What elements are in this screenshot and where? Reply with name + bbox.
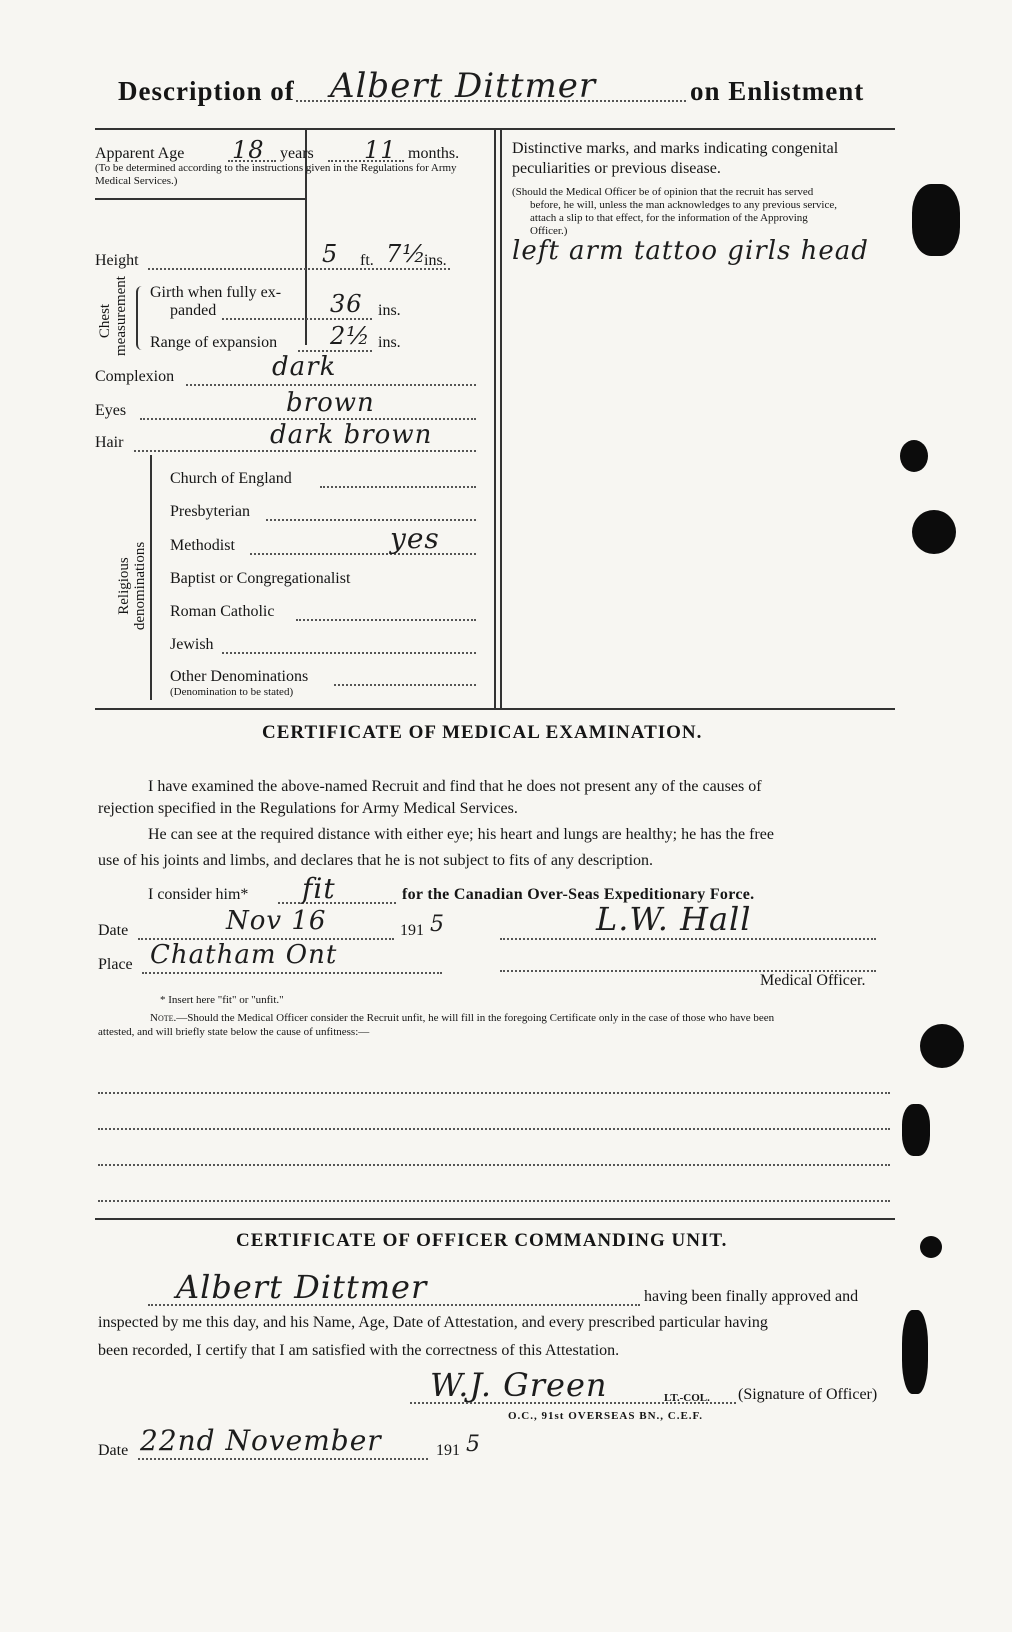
medical-para1-line1: I have examined the above-named Recruit and find that he does not present any of the causes of xyxy=(148,778,762,795)
height-feet-unit: ft. xyxy=(360,252,374,269)
commanding-title: CERTIFICATE OF OFFICER COMMANDING UNIT. xyxy=(236,1230,728,1251)
medical-note-text: —Should the Medical Officer consider the Recruit unfit, he will fill in the foregoing Certificate only in the case of those who have been xyxy=(176,1012,775,1024)
commanding-rank: LT.-COL. xyxy=(664,1392,710,1404)
eyes-value: brown xyxy=(286,388,375,418)
height-feet: 5 xyxy=(322,240,339,268)
complexion-value: dark xyxy=(272,352,337,382)
hair-dots xyxy=(134,450,476,452)
ink-blot xyxy=(902,1310,928,1394)
religion-bracket xyxy=(150,455,152,700)
religion-other-dots xyxy=(334,684,476,686)
title-prefix: Description of xyxy=(118,76,295,106)
height-inches: 7½ xyxy=(386,240,427,268)
marks-note-1: (Should the Medical Officer be of opinion that the recruit has served xyxy=(512,186,814,198)
chest-girth-value: 36 xyxy=(330,290,363,318)
age-years-unit: years xyxy=(280,145,314,162)
age-note: (To be determined according to the instructions given in the Regulations for Army Medical Services.) xyxy=(95,162,457,187)
upper-section-rule xyxy=(95,198,305,200)
medical-consider-prefix: I consider him* xyxy=(148,886,249,903)
ink-blot xyxy=(920,1024,964,1068)
medical-para2-line1: He can see at the required distance with either eye; his heart and lungs are healthy; he has the free xyxy=(148,826,774,843)
age-months-unit: months. xyxy=(408,145,460,162)
religion-other: Other Denominations xyxy=(170,668,309,685)
unfitness-line-2 xyxy=(98,1128,890,1130)
commanding-signature-dots xyxy=(410,1402,736,1404)
chest-range-value: 2½ xyxy=(330,322,371,350)
age-months-value: 11 xyxy=(364,136,397,164)
commanding-name: Albert Dittmer xyxy=(176,1268,428,1306)
unfitness-line-4 xyxy=(98,1200,890,1202)
medical-place-dots xyxy=(142,972,442,974)
commanding-date-label: Date xyxy=(98,1442,129,1459)
title-name: Albert Dittmer xyxy=(330,66,597,106)
unfitness-line-1 xyxy=(98,1092,890,1094)
commanding-year-value: 5 xyxy=(466,1432,481,1457)
medical-year-prefix: 191 xyxy=(400,922,424,939)
marks-value: left arm tattoo girls head xyxy=(512,236,869,266)
ink-blot xyxy=(912,510,956,554)
religion-presbyterian: Presbyterian xyxy=(170,503,250,520)
medical-signature-dots xyxy=(500,938,876,940)
commanding-year-prefix: 191 xyxy=(436,1442,460,1459)
age-years-value: 18 xyxy=(232,136,265,164)
marks-heading-2: peculiarities or previous disease. xyxy=(512,160,721,177)
medical-place-value: Chatham Ont xyxy=(150,940,338,970)
commanding-date-value: 22nd November xyxy=(140,1424,382,1457)
chest-group-label: Chest measurement xyxy=(97,276,129,356)
medical-date-label: Date xyxy=(98,922,129,939)
religion-methodist-dots xyxy=(250,553,476,555)
title-suffix: on Enlistment xyxy=(690,76,865,106)
age-label: Apparent Age xyxy=(95,145,185,162)
marks-note-4: Officer.) xyxy=(530,225,568,237)
eyes-label: Eyes xyxy=(95,402,127,419)
medical-place-label: Place xyxy=(98,956,133,973)
chest-girth-unit: ins. xyxy=(378,302,401,319)
marks-note-3: attach a slip to that effect, for the information of the Approving xyxy=(530,212,808,224)
religion-roman-catholic-dots xyxy=(296,619,476,621)
religion-other-note: (Denomination to be stated) xyxy=(170,686,294,698)
medical-date-value: Nov 16 xyxy=(226,906,327,936)
complexion-label: Complexion xyxy=(95,368,175,385)
ink-blot xyxy=(902,1104,930,1156)
height-dots xyxy=(148,268,450,270)
medical-note-line2: attested, and will briefly state below the cause of unfitness:— xyxy=(98,1026,370,1038)
medical-consider-suffix: for the Canadian Over-Seas Expeditionary Force. xyxy=(402,886,755,903)
medical-title: CERTIFICATE OF MEDICAL EXAMINATION. xyxy=(262,722,703,743)
medical-signature: L.W. Hall xyxy=(596,900,752,938)
chest-girth-dots xyxy=(222,318,372,320)
unfitness-line-3 xyxy=(98,1164,890,1166)
title-dotted-line xyxy=(296,100,686,102)
center-divider-2 xyxy=(500,128,502,708)
medical-para1-line2: rejection specified in the Regulations for Army Medical Services. xyxy=(98,800,518,817)
chest-girth-label-1: Girth when fully ex- xyxy=(150,284,282,301)
commanding-signature-label: (Signature of Officer) xyxy=(738,1386,878,1403)
commanding-unit: O.C., 91st OVERSEAS BN., C.E.F. xyxy=(508,1410,704,1422)
chest-range-unit: ins. xyxy=(378,334,401,351)
religion-presbyterian-dots xyxy=(266,519,476,521)
commanding-line3: been recorded, I certify that I am satisfied with the correctness of this Attestation. xyxy=(98,1342,620,1359)
medical-para2-line2: use of his joints and limbs, and declares that he is not subject to fits of any description. xyxy=(98,852,654,869)
religion-church-of-england-dots xyxy=(320,486,476,488)
commanding-line2: inspected by me this day, and his Name, Age, Date of Attestation, and every prescribed particular having xyxy=(98,1314,768,1331)
religion-roman-catholic: Roman Catholic xyxy=(170,603,275,620)
chest-range-label: Range of expansion xyxy=(150,334,278,351)
religion-baptist: Baptist or Congregationalist xyxy=(170,570,351,587)
medical-note-line1 xyxy=(150,1012,774,1025)
medical-officer-label: Medical Officer. xyxy=(760,972,866,989)
chest-brace xyxy=(136,286,146,350)
religion-methodist: Methodist xyxy=(170,537,235,554)
commanding-signature: W.J. Green xyxy=(430,1366,608,1404)
medical-consider-value: fit xyxy=(302,872,336,905)
religion-jewish: Jewish xyxy=(170,636,214,653)
ink-blot xyxy=(912,184,960,256)
marks-heading-1: Distinctive marks, and marks indicating congenital xyxy=(512,140,839,157)
hair-label: Hair xyxy=(95,434,124,451)
religion-group-label: Religious denominations xyxy=(116,541,148,631)
religion-jewish-dots xyxy=(222,652,476,654)
marks-note-2: before, he will, unless the man acknowledges to any previous service, xyxy=(530,199,837,211)
medical-year-value: 5 xyxy=(430,912,445,937)
center-divider xyxy=(494,128,496,708)
ink-blot xyxy=(920,1236,942,1258)
complexion-dots xyxy=(186,384,476,386)
height-inches-unit: ins. xyxy=(424,252,447,269)
medical-consider-dots xyxy=(278,902,396,904)
medical-insert-note: * Insert here "fit" or "unfit." xyxy=(160,994,284,1006)
medical-note-label: Note. xyxy=(150,1012,177,1024)
mid-rule xyxy=(95,708,895,710)
commanding-date-dots xyxy=(138,1458,428,1460)
commanding-line1-suffix: having been finally approved and xyxy=(644,1288,859,1305)
ink-blot xyxy=(900,440,928,472)
hair-value: dark brown xyxy=(270,420,433,450)
height-label: Height xyxy=(95,252,139,269)
religion-methodist-value: yes xyxy=(390,522,440,555)
religion-church-of-england: Church of England xyxy=(170,470,292,487)
chest-girth-label-2: panded xyxy=(170,302,217,319)
lower-rule xyxy=(95,1218,895,1220)
